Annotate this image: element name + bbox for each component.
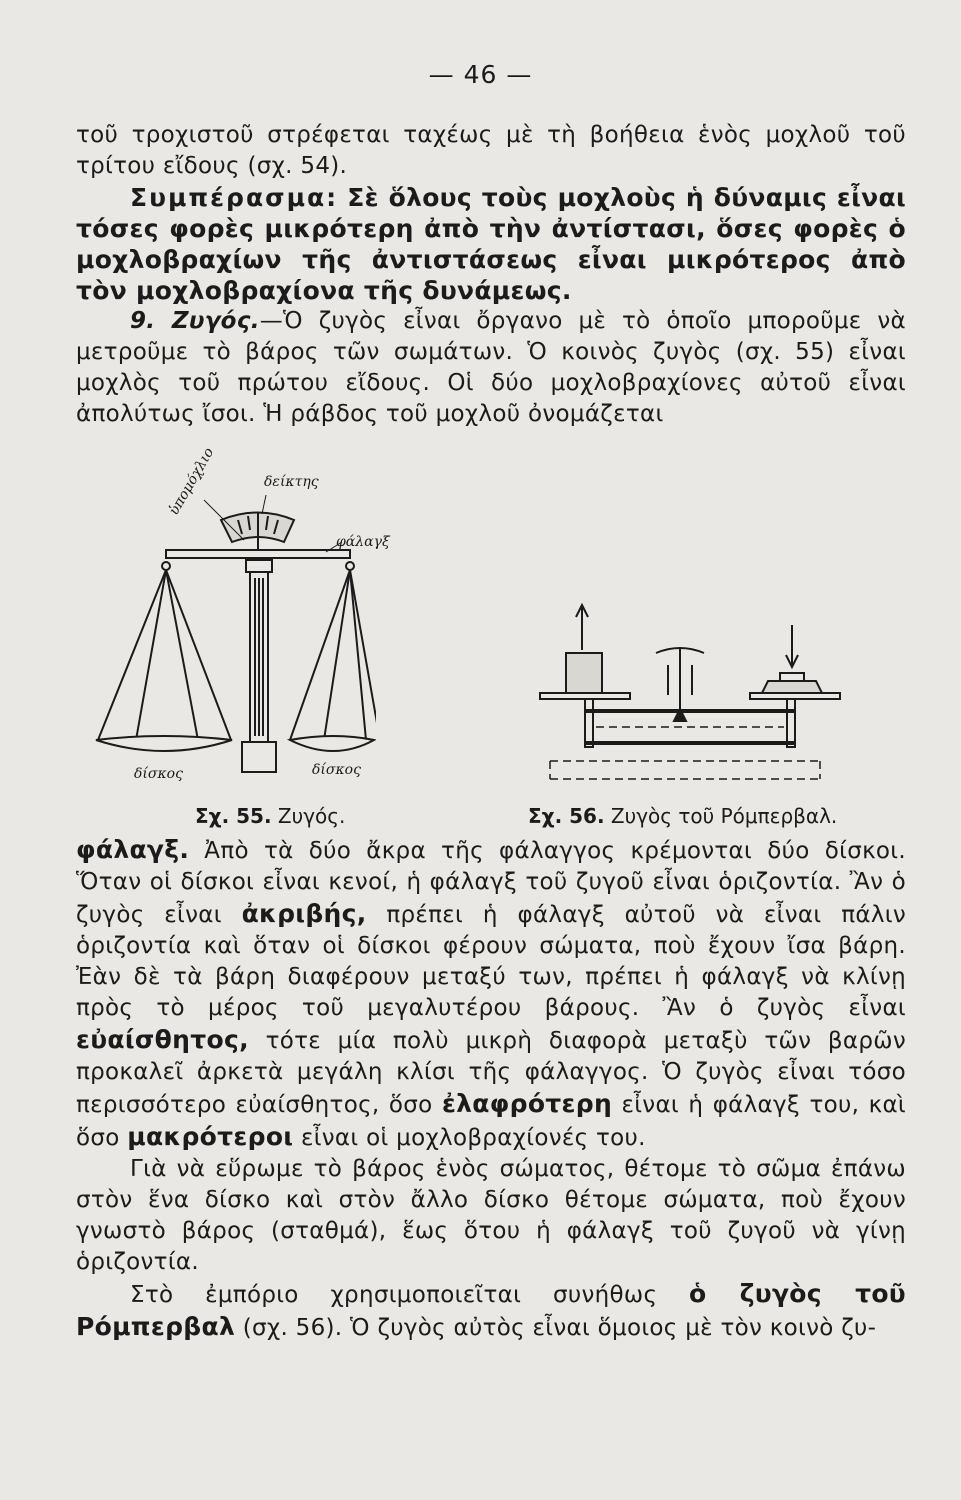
term-sensitive: εὐαίσθητος, — [76, 1025, 249, 1054]
term-accurate: ἀκριβής, — [241, 899, 367, 928]
section-9-paragraph — [76, 306, 906, 430]
figure-55-caption-number: Σχ. 55. — [195, 804, 272, 828]
balance-drawing — [86, 470, 376, 790]
page-number: — 46 — — [428, 60, 533, 89]
paragraph-2-text-2: πρέπει ἡ φάλαγξ αὐτοῦ νὰ εἶναι πάλιν ὁριζοντία καὶ ὅταν οἱ δίσκοι φέρουν σώματα, ποὺ ἔχουν ἴσα βάρη. Ἐὰν δὲ τὰ βάρη διαφέρουν μεταξύ των, πρέπει ἡ φάλαγξ νὰ κλίνῃ πρὸς τὸ μέρος τοῦ μεγαλυτέρου βάρους. Ἂν ὁ ζυγὸς εἶναι — [76, 902, 906, 1021]
term-roberval: ὁ ζυγὸς τοῦ Ρόμπερβαλ — [76, 1279, 906, 1341]
figure-55-caption — [195, 804, 345, 828]
term-longer: μακρότεροι — [127, 1122, 294, 1151]
conclusion-text: Σὲ ὅλους τοὺς μοχλοὺς ἡ δύναμις εἶναι τόσες φορὲς μικρότερη ἀπὸ τὴν ἀντίστασι, ὅσες φορὲς ὁ μοχλοβραχίων τῆς ἀντιστάσεως εἶναι μικρότερος ἀπὸ τὸν μοχλοβραχίονα τῆς δυνάμεως. — [76, 183, 906, 305]
paragraph-2-text-4: εἶναι ἡ φάλαγξ του, καὶ ὅσο — [76, 1092, 906, 1151]
text-block-bottom — [76, 834, 906, 1344]
label-disk-left: δίσκος — [134, 766, 183, 782]
paragraph-2-text-1: Ἀπὸ τὰ δύο ἄκρα τῆς φάλαγγος κρέμονται δύο δίσκοι. Ὅταν οἱ δίσκοι εἶναι κενοί, ἡ φάλαγξ τοῦ ζυγοῦ εἶναι ὁριζοντία. Ἂν ὁ ζυγὸς εἶναι — [76, 838, 906, 928]
paragraph-4-text-2: (σχ. 56). Ὁ ζυγὸς αὐτὸς εἶναι ὅμοιος μὲ τὸν κοινὸ ζυ- — [242, 1315, 877, 1341]
term-lighter: ἐλαφρότερη — [441, 1089, 613, 1118]
paragraph-3: Γιὰ νὰ εὕρωμε τὸ βάρος ἑνὸς σώματος, θέτομε τὸ σῶμα ἐπάνω στὸν ἕνα δίσκο καὶ στὸν ἄλλο δίσκο θέτομε σώματα, ποὺ ἔχουν γνωστὸ βάρος (σταθμά), ἕως ὅτου ἡ φάλαγξ τοῦ ζυγοῦ νὰ γίνῃ ὁριζοντία. — [76, 1156, 906, 1275]
paragraph-2-text-5: εἶναι οἱ μοχλοβραχίονές του. — [300, 1125, 646, 1151]
figure-55-balance — [86, 445, 390, 790]
figure-56-caption — [528, 804, 837, 828]
paragraph-1-line-2: τοῦ τρίτου εἴδους (σχ. 54). — [76, 122, 906, 179]
paragraph-4 — [76, 1278, 906, 1344]
conclusion-label: Συμπέρασμα: — [130, 183, 339, 212]
term-phalanx: φάλαγξ. — [76, 835, 190, 864]
label-disk-right: δίσκος — [312, 762, 361, 778]
figure-56-caption-number: Σχ. 56. — [528, 804, 605, 828]
paragraph-1 — [76, 120, 906, 182]
paragraph-2 — [76, 834, 906, 1154]
figure-55-caption-text: Ζυγός. — [277, 804, 346, 828]
conclusion-paragraph — [76, 182, 906, 306]
text-block-top — [76, 120, 906, 430]
paragraph-4-text-1: Στὸ ἐμπόριο χρησιμοποιεῖται συνήθως — [130, 1282, 658, 1308]
paragraph-2-text-3: τότε μία πολὺ μικρὴ διαφορὰ μεταξὺ τῶν βαρῶν προκαλεῖ ἀρκετὰ μεγάλη κλίσι τῆς φάλαγγος. Ὁ ζυγὸς εἶναι τόσο περισσότερο εὐαίσθητος, ὅσο — [76, 1028, 906, 1118]
section-9-text: —Ὁ ζυγὸς εἶναι ὄργανο μὲ τὸ ὁποῖο μποροῦμε νὰ μετροῦμε τὸ βάρος τῶν σωμάτων. Ὁ κοινὸς ζυγὸς (σχ. 55) εἶναι μοχλὸς τοῦ πρώτου εἴδους. Οἱ δύο μοχλοβραχίονες αὐτοῦ εἶναι ἀπολύτως ἴσοι. Ἡ ράβδος τοῦ μοχλοῦ ὀνομάζεται — [76, 308, 906, 427]
figure-56-caption-text: Ζυγὸς τοῦ Ρόμπερβαλ. — [610, 804, 838, 828]
section-9-heading: 9. Ζυγός. — [130, 308, 260, 334]
label-beam: φάλαγξ — [336, 534, 390, 550]
figure-56-roberval-balance — [530, 595, 850, 790]
paragraph-1-line-1: τοῦ τροχιστοῦ στρέφεται ταχέως μὲ τὴ βοήθεια ἑνὸς μοχλοῦ — [76, 122, 851, 148]
label-fulcrum: ὑπομόχλιο — [166, 445, 218, 518]
label-pointer: δείκτης — [264, 474, 319, 490]
roberval-drawing — [530, 595, 850, 790]
